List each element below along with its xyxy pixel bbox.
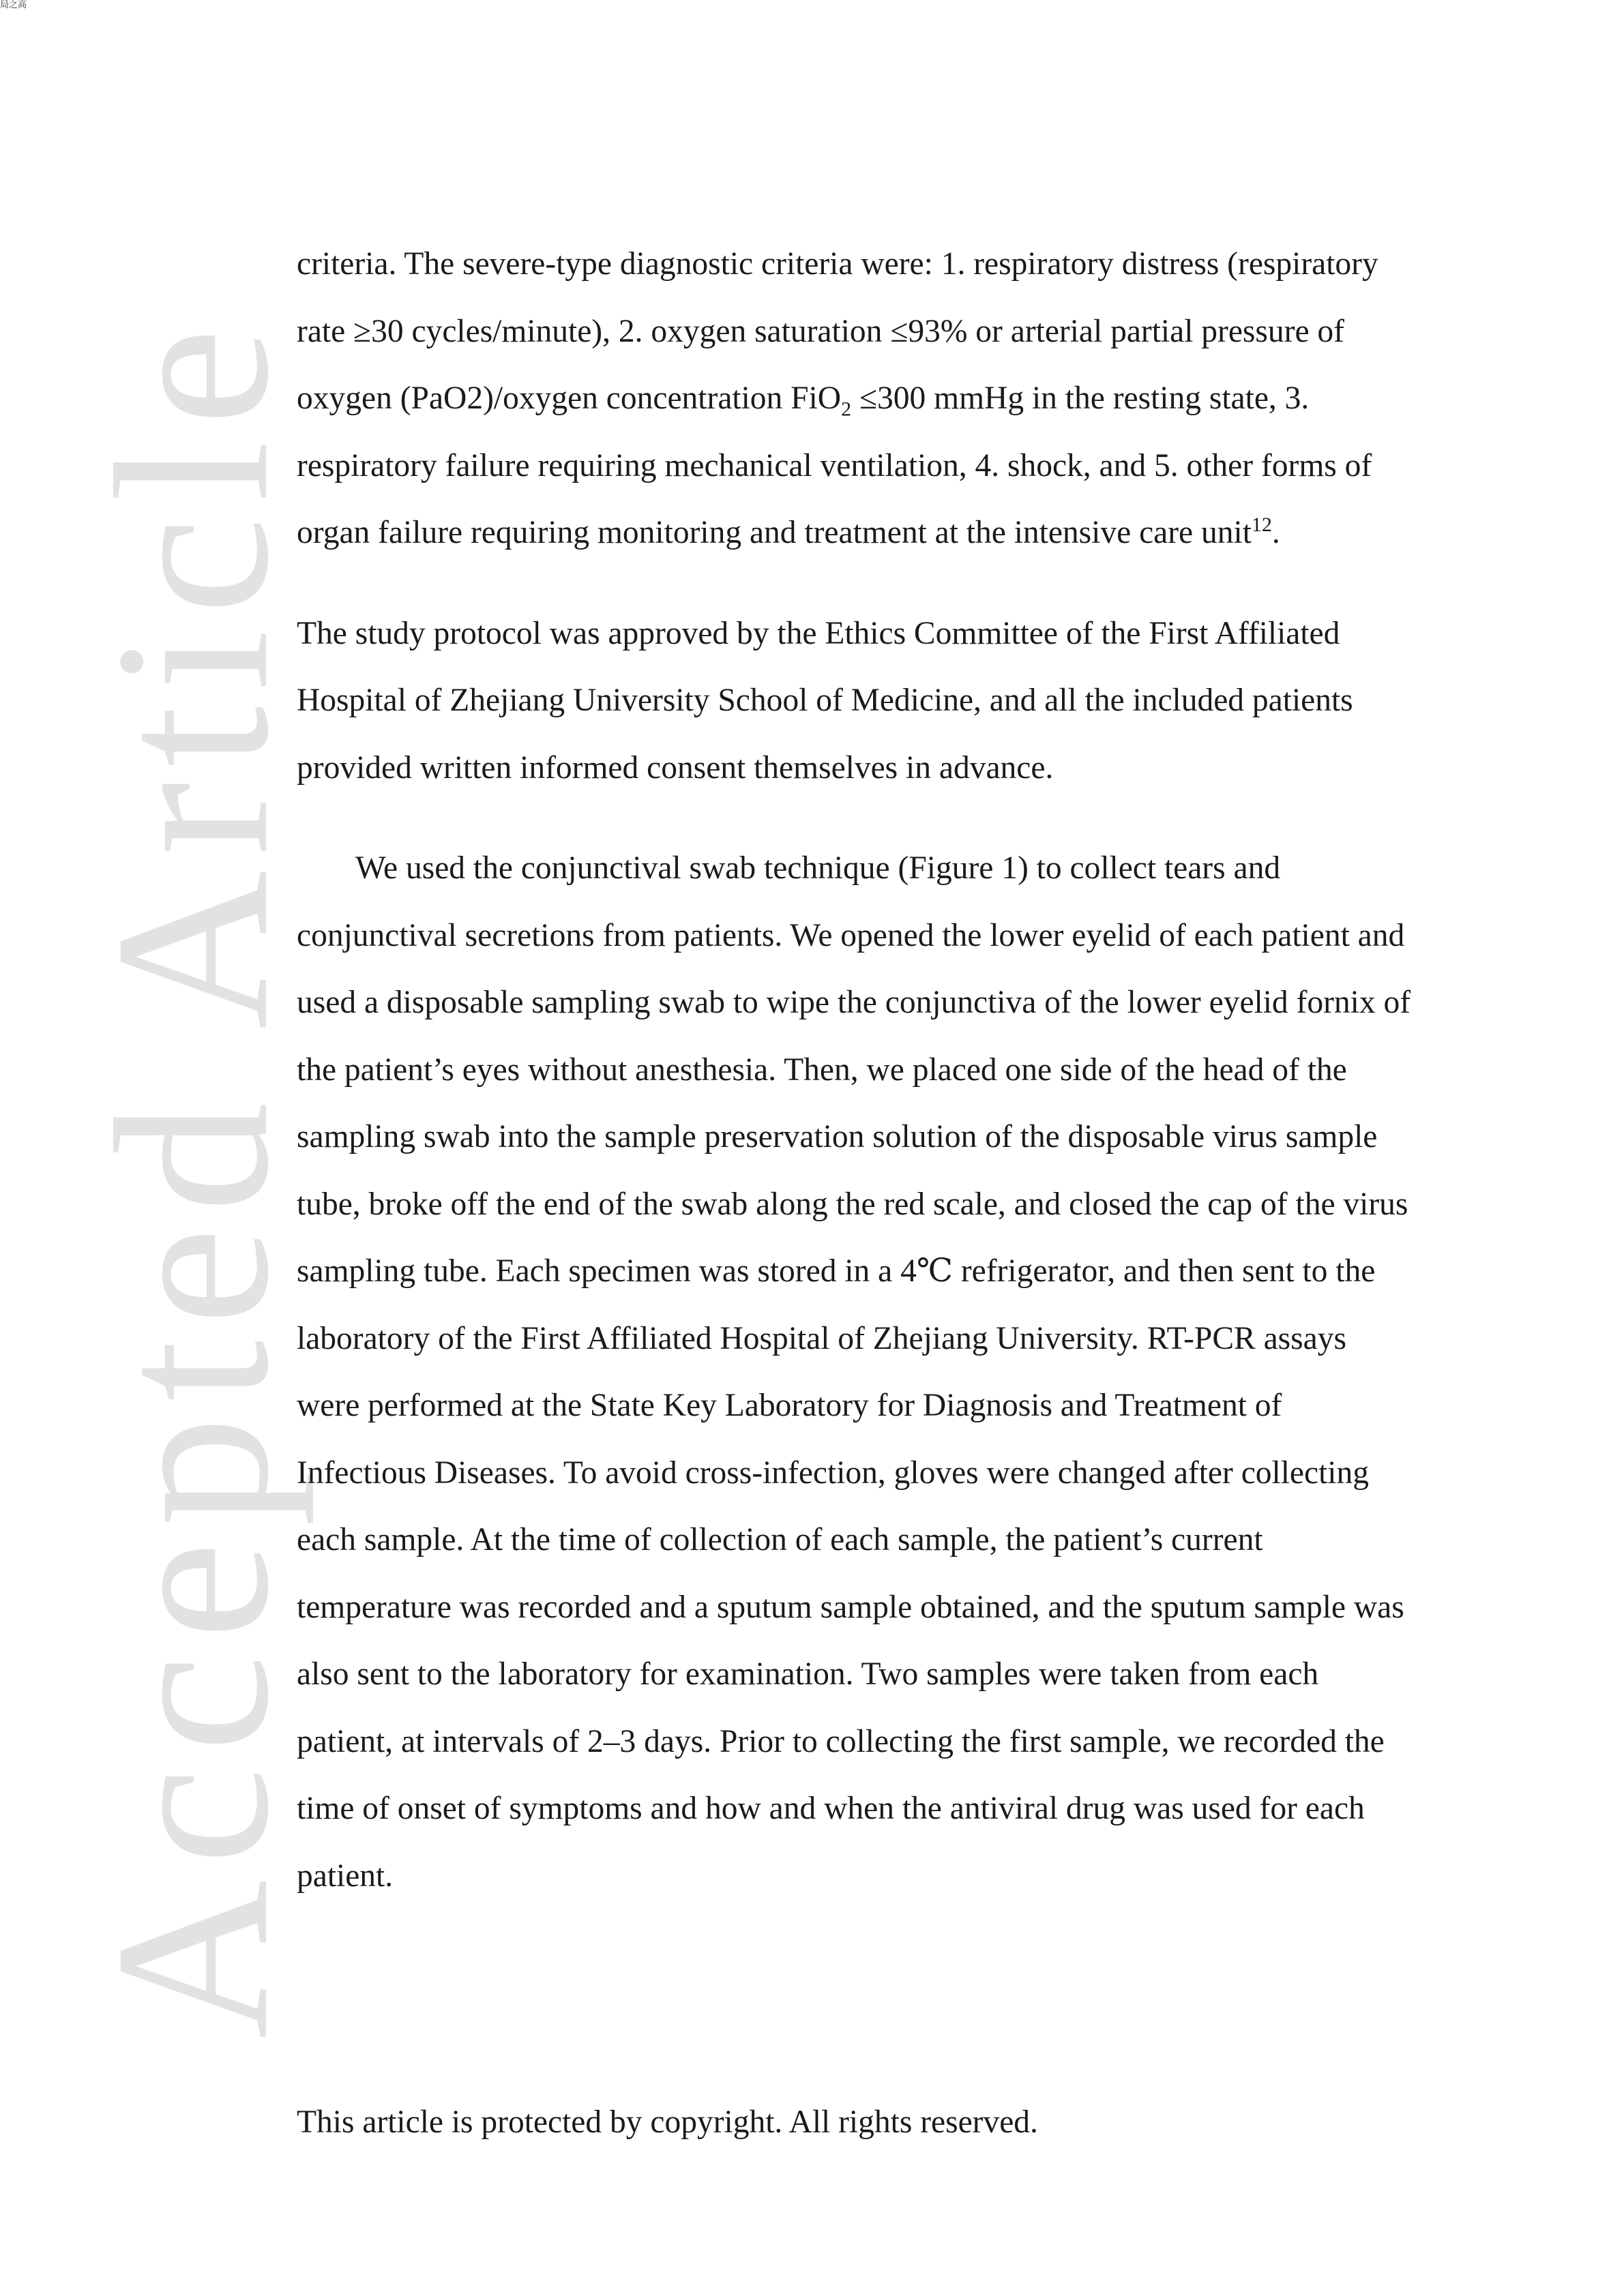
text-line: laboratory of the First Affiliated Hospital of Zhejiang University. RT-PCR assays <box>297 1320 1346 1356</box>
paragraph-methods <box>297 835 1456 1909</box>
text-line: conjunctival secretions from patients. We opened the lower eyelid of each patient and <box>297 917 1405 953</box>
text-line: also sent to the laboratory for examination. Two samples were taken from each <box>297 1656 1319 1692</box>
text-line: respiratory failure requiring mechanical ventilation, 4. shock, and 5. other forms of <box>297 447 1372 483</box>
line-text: ≤300 mmHg in the resting state, 3. <box>851 381 1310 416</box>
corner-mark: 局之高 <box>0 0 27 10</box>
text-line: were performed at the State Key Laboratory for Diagnosis and Treatment of <box>297 1388 1282 1423</box>
citation-superscript: 12 <box>1251 513 1272 537</box>
text-line: We used the conjunctival swab technique (Figure 1) to collect tears and <box>355 850 1281 886</box>
text-line: criteria. The severe-type diagnostic criteria were: 1. respiratory distress (respiratory <box>297 246 1378 282</box>
text-line: used a disposable sampling swab to wipe the conjunctiva of the lower eyelid fornix of <box>297 985 1411 1020</box>
text-line: sampling tube. Each specimen was stored in a 4℃ refrigerator, and then sent to the <box>297 1253 1376 1289</box>
text-line: The study protocol was approved by the Ethics Committee of the First Affiliated <box>297 615 1340 651</box>
text-line: rate ≥30 cycles/minute), 2. oxygen saturation ≤93% or arterial partial pressure of <box>297 313 1344 349</box>
paragraph-ethics <box>297 600 1456 802</box>
text-line: time of onset of symptoms and how and when the antiviral drug was used for each <box>297 1791 1365 1826</box>
text-line: provided written informed consent themselves in advance. <box>297 749 1054 786</box>
subscript: 2 <box>841 398 852 421</box>
copyright-footer: This article is protected by copyright. All rights reserved. <box>297 2104 1038 2140</box>
accepted-article-watermark: Accepted Article <box>70 312 314 2039</box>
text-line: the patient’s eyes without anesthesia. Then, we placed one side of the head of the <box>297 1052 1347 1088</box>
text-line: each sample. At the time of collection of each sample, the patient’s current <box>297 1522 1263 1557</box>
text-line: temperature was recorded and a sputum sample obtained, and the sputum sample was <box>297 1589 1404 1625</box>
line-text: . <box>1271 515 1280 550</box>
text-line <box>297 365 1456 432</box>
text-line: sampling swab into the sample preservation solution of the disposable virus sample <box>297 1119 1378 1154</box>
line-text: organ failure requiring monitoring and treatment at the intensive care unit <box>297 515 1252 550</box>
text-line: tube, broke off the end of the swab along the red scale, and closed the cap of the virus <box>297 1186 1408 1222</box>
text-line <box>297 499 1456 567</box>
text-line: patient, at intervals of 2–3 days. Prior to collecting the first sample, we recorded the <box>297 1723 1385 1759</box>
paragraph-criteria <box>297 230 1456 567</box>
text-line: patient. <box>297 1858 394 1894</box>
body-text <box>297 230 1456 1909</box>
line-text: oxygen (PaO2)/oxygen concentration FiO <box>297 381 842 416</box>
text-line: Infectious Diseases. To avoid cross-infection, gloves were changed after collecting <box>297 1455 1369 1491</box>
text-line: Hospital of Zhejiang University School of Medicine, and all the included patients <box>297 683 1353 718</box>
